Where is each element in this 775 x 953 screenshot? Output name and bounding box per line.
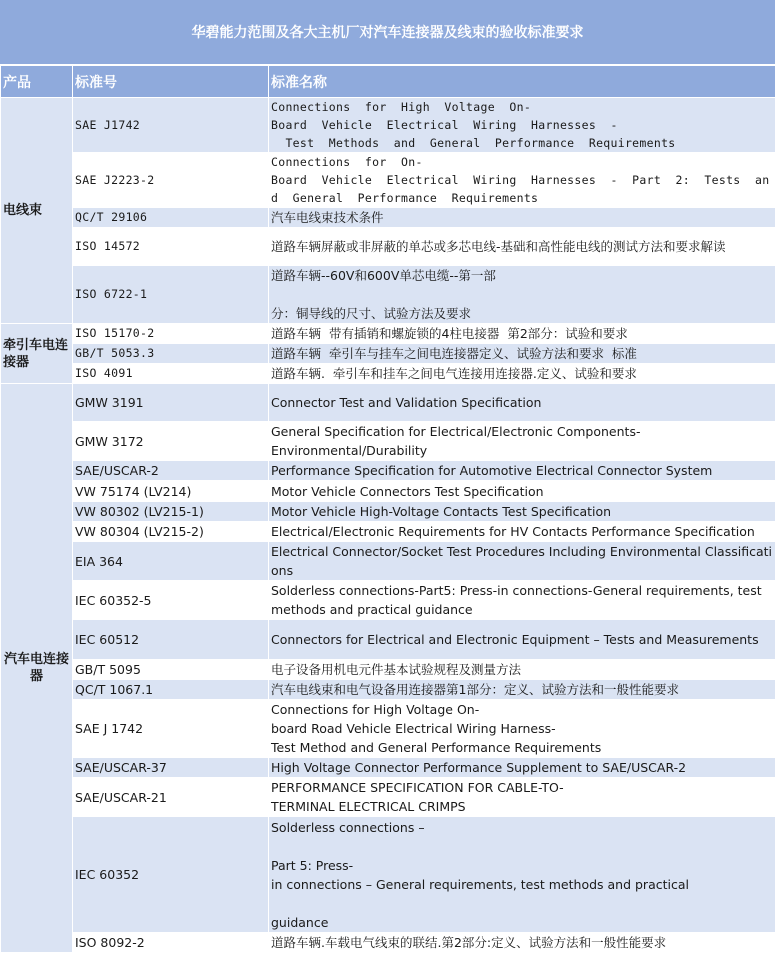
table-row xyxy=(1,384,775,422)
header-name: 标准名称 xyxy=(269,66,775,98)
table-row xyxy=(1,680,775,700)
header-row xyxy=(1,66,775,98)
table-body xyxy=(1,98,775,953)
standard-number-cell: VW 80304 (LV215-2) xyxy=(73,522,269,542)
table-row xyxy=(1,153,775,208)
table-row xyxy=(1,522,775,542)
standard-number-cell: SAE/USCAR-37 xyxy=(73,758,269,778)
standard-number-cell: SAE/USCAR-21 xyxy=(73,778,269,817)
standard-name-cell: Solderless connections-Part5: Press-in connections-General requirements, test methods and practical guidance xyxy=(269,581,775,620)
standard-name-cell: 道路车辆--60V和600V单芯电缆--第一部 分：铜导线的尺寸、试验方法及要求 xyxy=(269,266,775,324)
standard-name-cell: 道路车辆 带有插销和螺旋锁的4柱电接器 第2部分：试验和要求 xyxy=(269,324,775,344)
standard-name-cell: 道路车辆屏蔽或非屏蔽的单芯或多芯电线-基础和高性能电线的测试方法和要求解读 xyxy=(269,228,775,266)
table-row xyxy=(1,364,775,384)
standard-number-cell: GMW 3172 xyxy=(73,422,269,461)
table-row xyxy=(1,660,775,680)
standard-name-cell: Connections for High Voltage On- board Road Vehicle Electrical Wiring Harness- Test Method and General Performance Requirements xyxy=(269,700,775,758)
standard-number-cell: IEC 60512 xyxy=(73,620,269,660)
table-row xyxy=(1,481,775,502)
table-row xyxy=(1,461,775,481)
table-row xyxy=(1,700,775,758)
standard-number-cell: SAE J1742 xyxy=(73,98,269,153)
header-number: 标准号 xyxy=(73,66,269,98)
standards-table xyxy=(0,65,775,953)
standard-name-cell: Performance Specification for Automotive Electrical Connector System xyxy=(269,461,775,481)
standard-name-cell: 汽车电线束技术条件 xyxy=(269,208,775,228)
table-row xyxy=(1,502,775,522)
standard-name-cell: 道路车辆.车载电气线束的联结.第2部分:定义、试验方法和一般性能要求 xyxy=(269,933,775,953)
standard-number-cell: VW 75174 (LV214) xyxy=(73,481,269,502)
standard-number-cell: ISO 14572 xyxy=(73,228,269,266)
standard-name-cell: Electrical Connector/Socket Test Procedures Including Environmental Classifications xyxy=(269,542,775,581)
standard-number-cell: ISO 15170-2 xyxy=(73,324,269,344)
table-row xyxy=(1,778,775,817)
table-row xyxy=(1,933,775,953)
standard-number-cell: VW 80302 (LV215-1) xyxy=(73,502,269,522)
standard-number-cell: GB/T 5053.3 xyxy=(73,344,269,364)
standard-name-cell: 道路车辆 牵引车与挂车之间电连接器定义、试验方法和要求 标准 xyxy=(269,344,775,364)
standard-number-cell: ISO 6722-1 xyxy=(73,266,269,324)
standard-number-cell: GMW 3191 xyxy=(73,384,269,422)
standard-name-cell: High Voltage Connector Performance Supplement to SAE/USCAR-2 xyxy=(269,758,775,778)
product-cell: 牵引车电连接器 xyxy=(1,324,73,384)
standard-number-cell: IEC 60352 xyxy=(73,817,269,933)
standard-name-cell: 汽车电线束和电气设备用连接器第1部分：定义、试验方法和一般性能要求 xyxy=(269,680,775,700)
standard-number-cell: QC/T 29106 xyxy=(73,208,269,228)
table-row xyxy=(1,817,775,933)
standard-number-cell: SAE J 1742 xyxy=(73,700,269,758)
standard-name-cell: Connector Test and Validation Specification xyxy=(269,384,775,422)
standard-number-cell: GB/T 5095 xyxy=(73,660,269,680)
table-row xyxy=(1,620,775,660)
standard-number-cell: EIA 364 xyxy=(73,542,269,581)
standard-name-cell: Connections for High Voltage On- Board Vehicle Electrical Wiring Harnesses - Test Methods and General Performance Requirements xyxy=(269,98,775,153)
table-row xyxy=(1,581,775,620)
header-product: 产品 xyxy=(1,66,73,98)
standard-number-cell: QC/T 1067.1 xyxy=(73,680,269,700)
standard-name-cell: Connectors for Electrical and Electronic Equipment – Tests and Measurements xyxy=(269,620,775,660)
table-row xyxy=(1,758,775,778)
standard-name-cell: Motor Vehicle Connectors Test Specification xyxy=(269,481,775,502)
standard-name-cell: Connections for On- Board Vehicle Electrical Wiring Harnesses - Part 2: Tests and General Performance Requirements xyxy=(269,153,775,208)
table-row xyxy=(1,542,775,581)
table-row xyxy=(1,228,775,266)
product-cell: 电线束 xyxy=(1,98,73,324)
standard-number-cell: SAE J2223-2 xyxy=(73,153,269,208)
table-row xyxy=(1,266,775,324)
standard-number-cell: ISO 4091 xyxy=(73,364,269,384)
standard-number-cell: IEC 60352-5 xyxy=(73,581,269,620)
table-row xyxy=(1,324,775,344)
standard-name-cell: Electrical/Electronic Requirements for HV Contacts Performance Specification xyxy=(269,522,775,542)
table-row xyxy=(1,208,775,228)
standard-number-cell: SAE/USCAR-2 xyxy=(73,461,269,481)
product-cell: 汽车电连接器 xyxy=(1,384,73,953)
table-row xyxy=(1,422,775,461)
table-row xyxy=(1,98,775,153)
standard-name-cell: Motor Vehicle High-Voltage Contacts Test Specification xyxy=(269,502,775,522)
standard-number-cell: ISO 8092-2 xyxy=(73,933,269,953)
page-title: 华碧能力范围及各大主机厂对汽车连接器及线束的验收标准要求 xyxy=(0,0,775,65)
standard-name-cell: General Specification for Electrical/Electronic Components- Environmental/Durability xyxy=(269,422,775,461)
standard-name-cell: 道路车辆. 牵引车和挂车之间电气连接用连接器.定义、试验和要求 xyxy=(269,364,775,384)
standard-name-cell: 电子设备用机电元件基本试验规程及测量方法 xyxy=(269,660,775,680)
standard-name-cell: Solderless connections – Part 5: Press- in connections – General requirements, test methods and practical guidance xyxy=(269,817,775,933)
standard-name-cell: PERFORMANCE SPECIFICATION FOR CABLE-TO- TERMINAL ELECTRICAL CRIMPS xyxy=(269,778,775,817)
table-row xyxy=(1,344,775,364)
